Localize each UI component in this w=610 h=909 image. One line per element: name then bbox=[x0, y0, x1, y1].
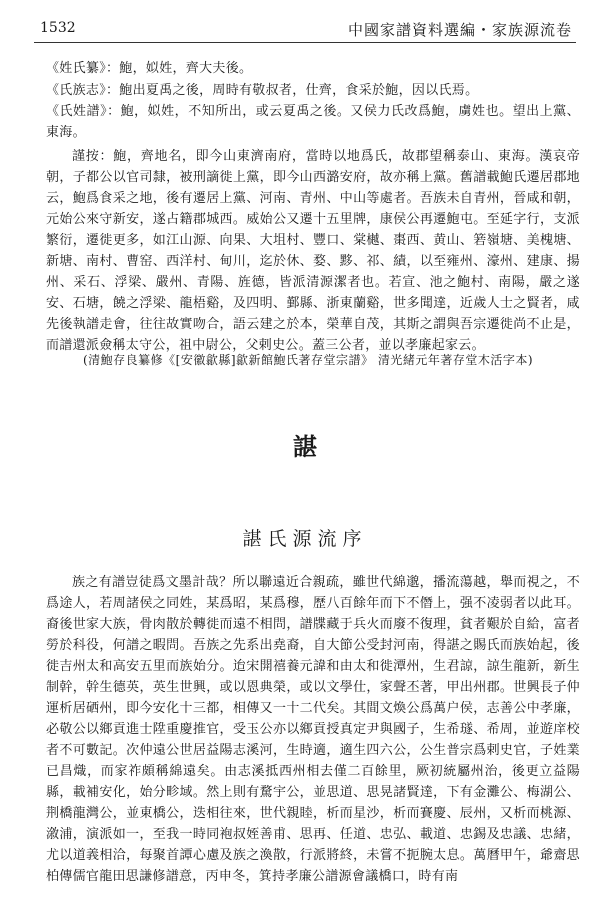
page-number: 1532 bbox=[40, 20, 76, 36]
citation-xingshizuan: 《姓氏纂》：鮑，姒姓，齊大夫後。 bbox=[46, 61, 253, 76]
citation-xingshipu: 《氏姓譜》：鮑，姒姓，不知所出，或云夏禹之後。又侯力氏改爲鮑，虜姓也。望出上黨、東海。 bbox=[46, 104, 580, 140]
citation-shizuzhi: 《氏族志》：鮑出夏禹之後，周時有敬叔者，仕齊，食采於鮑，因以氏焉。 bbox=[46, 83, 479, 98]
page-header bbox=[34, 18, 576, 43]
source-caption: (清鮑存良纂修《[安徽歙縣]歙新館鮑氏著存堂宗譜》 清光緒元年著存堂木活字本) bbox=[82, 353, 534, 367]
surname-heading: 諶 bbox=[293, 432, 317, 461]
commentary-paragraph: 謹按：鮑，齊地名，即今山東濟南府，當時以地爲氏，故郡望稱泰山、東海。漢哀帝朝，子都公以官司隸，被刑謫徙上黨，即今山西潞安府，故亦稱上黨。舊譜載鮑氏遷居郡地云，鮑爲食采之地，後有遷居上黨、河南、青州、中山等處者。吾族未自青州，晉咸和朝，元始公來守新安，遂占籍郡城西。威始公又遷十五里牌，康侯公再遷鮑屯。至延字行，支派繁衍，遷徙更多，如江山源、向果、大坥村、豐口、棠樾、棗西、黄山、箬嶺塘、美槐塘、新塘、南村、曹窑、西洋村、甸川，迄於休、婺、黟、祁、績，以至雍州、濠州、建康、揚州、采石、浮梁、嚴州、青陽、旌德，皆派清源潔者也。若宣、池之鮑村、南陽，嚴之遂安、石塘，饒之浮梁、龍梧谿，及四明、鄞縣、浙東蘭谿，世多聞達，近歲人士之賢者，咸先後執譜走會，往往故實吻合，語云建之於本，榮華自茂，其斯之謂與吾宗遷徙尚不止是，而譜還派僉稱太守公，祖中尉公，父剌史公。蓋三公者，並以孝廉起家云。 bbox=[46, 149, 580, 353]
preface-paragraph: 族之有譜豈徒爲文墨計哉？所以聯遠近合親疏，雖世代綿邈，播流蕩越，舉而視之，不爲途人，若周諸侯之同姓，某爲昭，某爲穆，歷八百餘年而下不僭上，强不凌弱者以此耳。裔後世家大族，骨肉散於轉徙而遠不相問，譜牒藏于兵火而廢不復理，貧者艱於自給，富者勞於科役，何譜之暇問。吾族之先系出堯裔，自大節公受封河南，得諶之賜氏而族始起，後徙吉州太和高安五里而族始分。迨宋開禧養元諱和由太和徙潭州，生君諒，諒生龍新，新生制幹，幹生德英，英生世興，或以恩典榮，或以文學仕，家聲丕著，甲出州郡。世興長子仲運析居硒州，即今安化十三都，相傳又一十二代矣。其間文煥公爲萬户侯，志善公中孝廉，必敬公以鄉貢進士陞重慶推官，受玉公亦以鄉貢授真定尹與國子，生希璲、希周，並遊庠校者不可數記。次仲遠公世居益陽志溪河，生時適，適生四六公，公生普宗爲剌史官，子姓業已昌熾，而家祚頗稱綿遠矣。由志溪抵西州相去僅二百餘里，厥初統屬州治，後更立益陽縣，載補安化，始分畛域。然上則有騖宇公，並思道、思晃諸賢達，下有金灘公、梅湖公、荆橋龍灣公，並東橋公，迭相往來，世代親睦，析而星沙，析而賽慶、辰州，又析而桃源、漵浦，演派如一，至我一時同袍叔姪善甫、思再、任道、忠弘、載道、忠錫及忠議、忠緒，尤以道義相洽，每聚首譚心慮及族之渙散，行派將終，未嘗不扼腕太息。萬曆甲午，爺齋思柏傳儒官龍田思謙修譜意，丙申冬，箕持孝廉公譜源會議橋口，時有南 bbox=[46, 575, 580, 884]
running-title: 中國家譜資料選編・家族源流卷 bbox=[347, 21, 572, 39]
section-title: 諶氏源流序 bbox=[242, 528, 368, 550]
